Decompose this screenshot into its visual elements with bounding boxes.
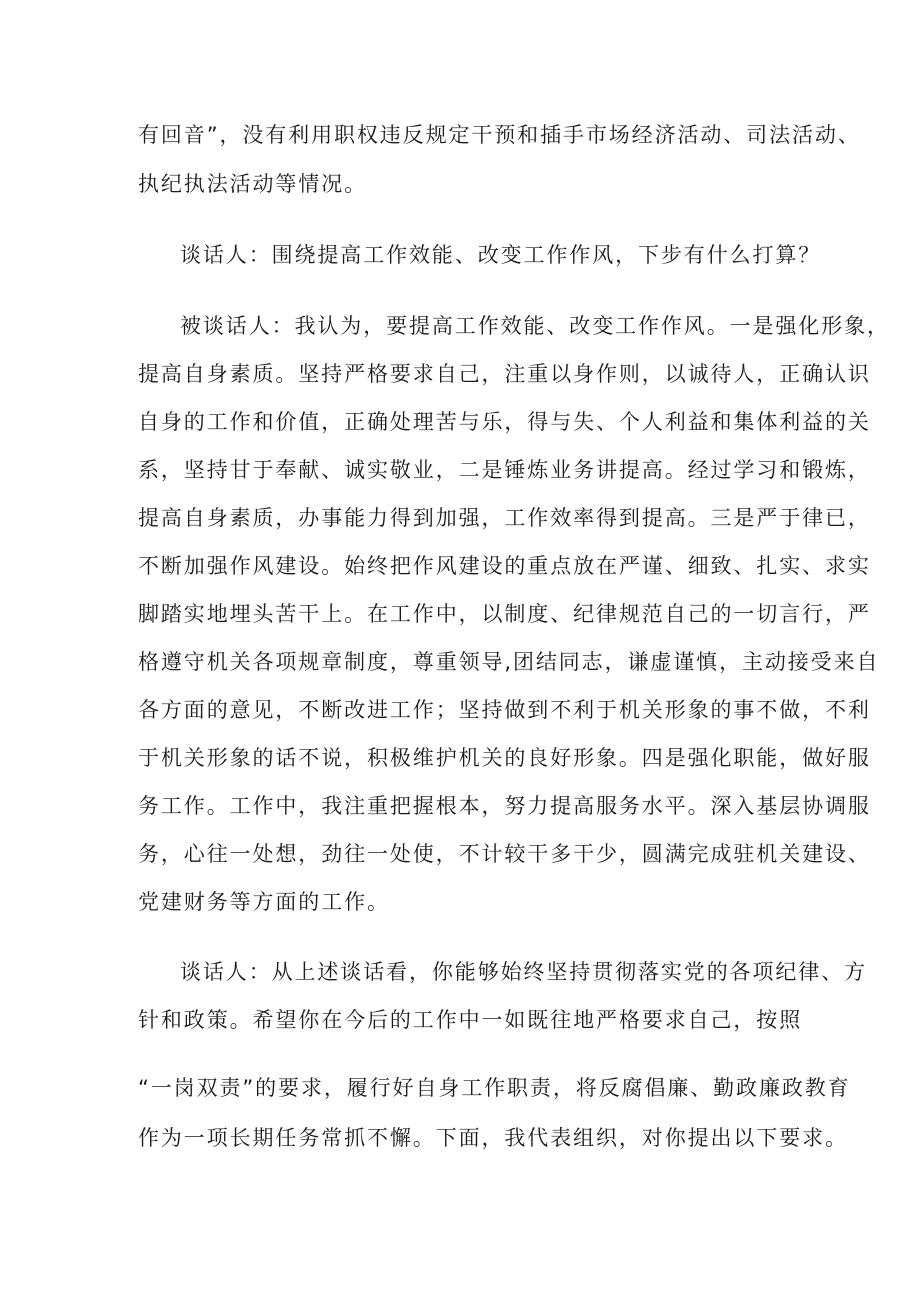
text-line: 各方面的意见，不断改进工作；坚持做到不利于机关形象的事不做，不利 xyxy=(138,698,871,722)
text-line: 务工作。工作中，我注重把握根本，努力提高服务水平。深入基层协调服 xyxy=(138,794,871,818)
text-line: 于机关形象的话不说，积极维护机关的良好形象。四是强化职能，做好服 xyxy=(138,746,871,770)
text-line: 脚踏实地埋头苦干上。在工作中，以制度、纪律规范自己的一切言行，严 xyxy=(138,602,871,626)
speaker-question-line: 谈话人：从上述谈话看，你能够始终坚持贯彻落实党的各项纪律、方 xyxy=(180,960,867,984)
text-line: 务，心往一处想，劲往一处使，不计较干多干少，圆满完成驻机关建设、 xyxy=(138,842,871,866)
text-line: 提高自身素质，办事能力得到加强，工作效率得到提高。三是严于律已， xyxy=(138,506,871,530)
text-line: 有回音”，没有利用职权违反规定干预和插手市场经济活动、司法活动、 xyxy=(138,123,861,147)
speaker-answer-line: 被谈话人：我认为，要提高工作效能、改变工作作风。一是强化形象， xyxy=(180,314,890,338)
text-line: 提高自身素质。坚持严格要求自己，注重以身作则，以诚待人，正确认识 xyxy=(138,362,871,386)
text-line: 系，坚持甘于奉献、诚实敬业，二是锤炼业务讲提高。经过学习和锻炼， xyxy=(138,458,871,482)
text-line: 自身的工作和价值，正确处理苦与乐，得与失、个人利益和集体利益的关 xyxy=(138,410,871,434)
text-line: 不断加强作风建设。始终把作风建设的重点放在严谨、细致、扎实、求实 xyxy=(138,554,871,578)
text-line: 针和政策。希望你在今后的工作中一如既往地严格要求自己，按照 xyxy=(138,1008,803,1032)
text-line: “一岗双责”的要求，履行好自身工作职责，将反腐倡廉、勤政廉政教育 xyxy=(138,1076,851,1100)
text-line: 作为一项长期任务常抓不懈。下面，我代表组织，对你提出以下要求。 xyxy=(138,1126,848,1150)
text-line: 格遵守机关各项规章制度，尊重领导,团结同志，谦虚谨慎，主动接受来自 xyxy=(138,650,880,674)
speaker-question-line: 谈话人：围绕提高工作效能、改变工作作风，下步有什么打算？ xyxy=(180,243,822,267)
text-line: 执纪执法活动等情况。 xyxy=(138,172,367,196)
text-line: 党建财务等方面的工作。 xyxy=(138,890,390,914)
